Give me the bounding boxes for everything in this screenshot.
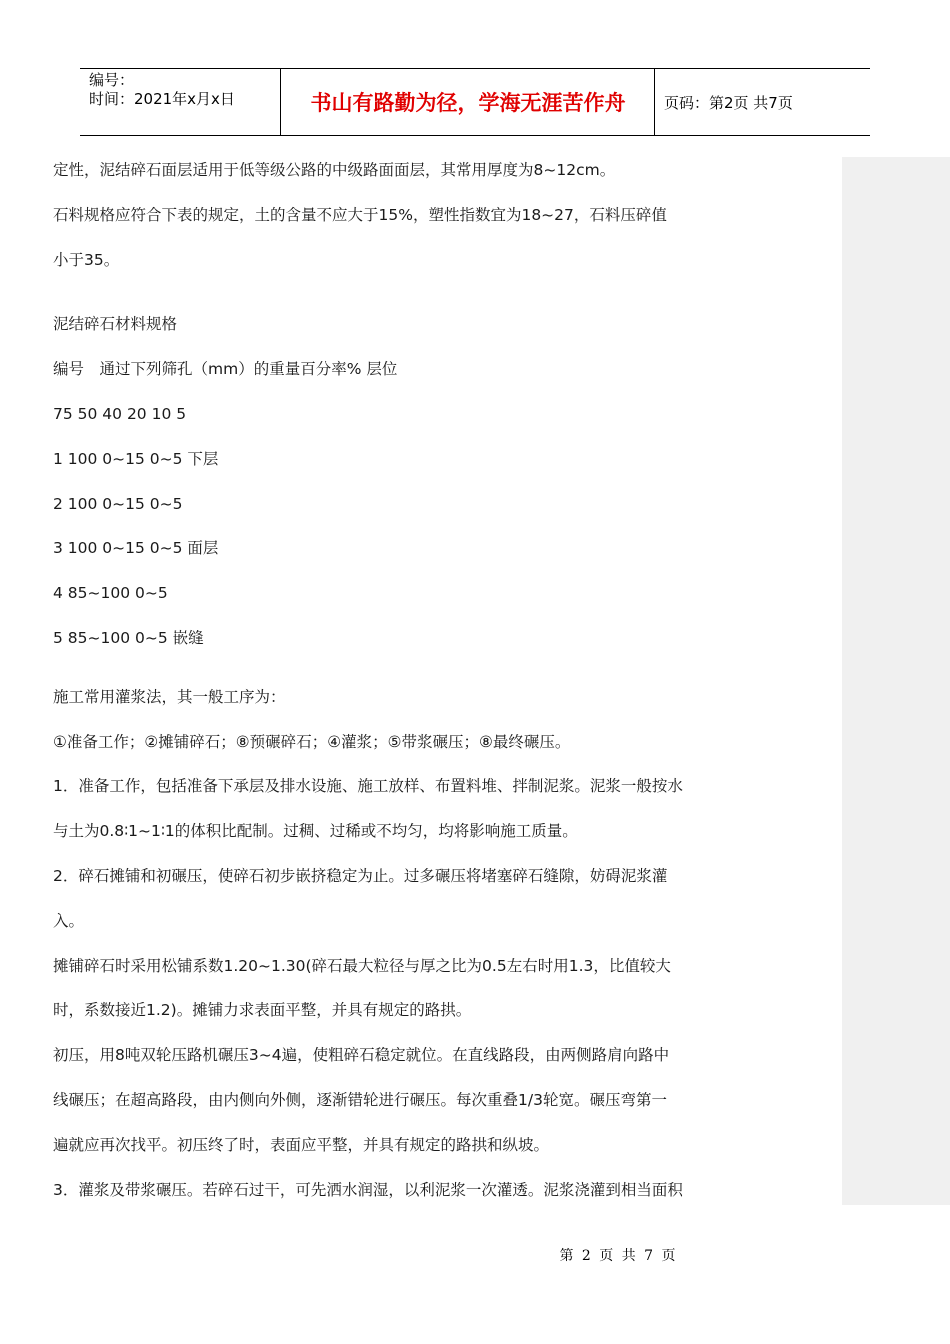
- body-line: 施工常用灌浆法，其一般工序为：: [53, 687, 286, 706]
- header-info: [89, 71, 235, 109]
- body-line: 入。: [53, 911, 85, 930]
- body-line: 遍就应再次找平。初压终了时，表面应平整，并具有规定的路拱和纵坡。: [53, 1135, 550, 1154]
- body-line: ①准备工作；②摊铺碎石；⑧预碾碎石；④灌浆；⑤带浆碾压；⑧最终碾压。: [53, 732, 571, 751]
- time-label: 时间：2021年x月x日: [89, 90, 235, 108]
- body-line: 时，系数接近1.2)。摊铺力求表面平整，并具有规定的路拱。: [53, 1001, 472, 1020]
- header-divider-right: [654, 69, 655, 135]
- body-line: 线碾压；在超高路段，由内侧向外侧，逐渐错轮进行碾压。每次重叠1/3轮宽。碾压弯第一: [53, 1090, 667, 1109]
- table-row: 5 85~100 0~5 嵌缝: [53, 628, 204, 647]
- body-line: 初压，用8吨双轮压路机碾压3~4遍，使粗碎石稳定就位。在直线路段，由两侧路肩向路中: [53, 1046, 670, 1065]
- table-header: 编号 通过下列筛孔（mm）的重量百分率% 层位: [53, 360, 398, 379]
- header-divider-left: [280, 69, 281, 135]
- header-page-label: 页码：第2页 共7页: [664, 93, 793, 112]
- body-line-blank: [53, 668, 743, 682]
- body-line: 3．灌浆及带浆碾压。若碎石过干，可先洒水润湿，以利泥浆一次灌透。泥浆浇灌到相当面积: [53, 1180, 683, 1199]
- page-header: [80, 68, 870, 136]
- body-line: 石料规格应符合下表的规定，土的含量不应大于15%，塑性指数宜为18~27，石料压碎值: [53, 205, 667, 224]
- table-title: 泥结碎石材料规格: [53, 315, 178, 334]
- table-row: 4 85~100 0~5: [53, 584, 168, 603]
- page-footer: 第 2 页 共 7 页: [559, 1248, 676, 1264]
- header-motto: 书山有路勤为径，学海无涯苦作舟: [310, 91, 626, 115]
- document-body: [53, 155, 743, 1219]
- number-label: 编号：: [89, 71, 135, 89]
- body-line: 2．碎石摊铺和初碾压，使碎石初步嵌挤稳定为止。过多碾压将堵塞碎石缝隙，妨碍泥浆灌: [53, 866, 668, 885]
- body-line: 与土为0.8∶1~1∶1的体积比配制。过稠、过稀或不均匀，均将影响施工质量。: [53, 822, 578, 841]
- side-panel: [842, 157, 950, 1205]
- table-row: 1 100 0~15 0~5 下层: [53, 449, 219, 468]
- table-row: 75 50 40 20 10 5: [53, 404, 187, 423]
- body-line-blank: [53, 289, 743, 309]
- body-line: 摊铺碎石时采用松铺系数1.20~1.30(碎石最大粒径与厚之比为0.5左右时用1.3，比值较大: [53, 956, 671, 975]
- body-line: 定性，泥结碎石面层适用于低等级公路的中级路面面层，其常用厚度为8~12cm。: [53, 161, 616, 179]
- table-row: 3 100 0~15 0~5 面层: [53, 539, 219, 558]
- body-line: 1．准备工作，包括准备下承层及排水设施、施工放样、布置料堆、拌制泥浆。泥浆一般按水: [53, 777, 683, 796]
- body-line: 小于35。: [53, 250, 120, 269]
- table-row: 2 100 0~15 0~5: [53, 494, 183, 513]
